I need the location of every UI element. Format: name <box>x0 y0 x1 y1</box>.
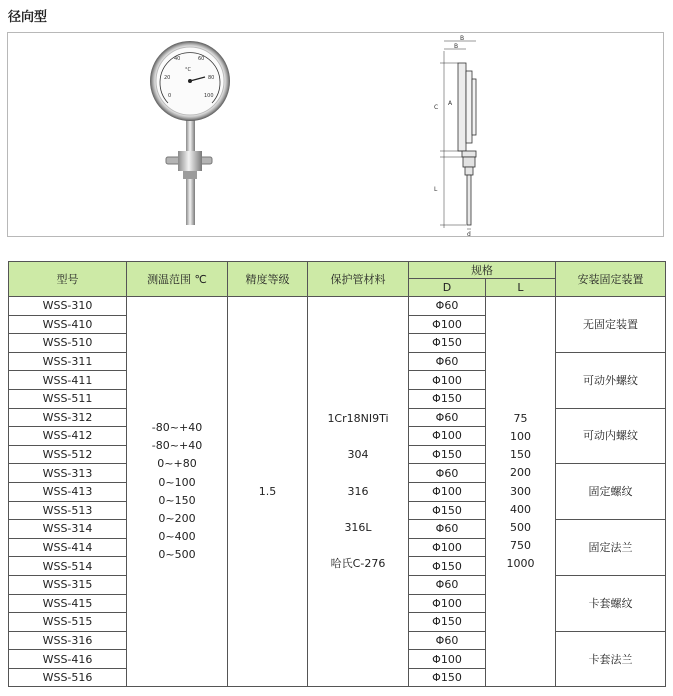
table-row <box>9 297 666 316</box>
range-value: 0~100 <box>158 475 196 489</box>
diameter-cell: Φ150 <box>409 557 486 576</box>
page-title: 径向型 <box>8 10 48 25</box>
gauge-scale-label: 60 <box>198 56 205 62</box>
gauge-unit-label: °C <box>185 67 191 73</box>
diameter-cell: Φ100 <box>409 482 486 501</box>
drawing-thread <box>465 167 473 175</box>
diameter-cell: Φ60 <box>409 408 486 427</box>
range-value: 0~500 <box>158 548 196 562</box>
product-figure <box>7 32 664 237</box>
model-cell: WSS-316 <box>9 631 127 650</box>
diameter-cell: Φ60 <box>409 464 486 483</box>
drawing-bezel <box>466 71 472 143</box>
drawing-case <box>458 63 466 151</box>
length-value: 150 <box>510 448 531 462</box>
mount-cell: 无固定装置 <box>556 297 666 353</box>
length-value: 1000 <box>506 557 535 571</box>
mount-cell: 固定螺纹 <box>556 464 666 520</box>
model-cell: WSS-512 <box>9 445 127 464</box>
length-value: 500 <box>510 521 531 535</box>
length-value: 300 <box>510 484 531 498</box>
range-cell <box>127 297 228 687</box>
header-range: 测温范围 ℃ <box>127 262 228 297</box>
length-cell <box>486 297 556 687</box>
range-value: 0~400 <box>158 530 196 544</box>
range-value: -80~+40 <box>151 420 203 434</box>
header-accuracy: 精度等级 <box>228 262 308 297</box>
diameter-cell: Φ100 <box>409 538 486 557</box>
range-value: 0~+80 <box>157 457 197 471</box>
dim-label-d: d <box>467 231 471 238</box>
diameter-cell: Φ100 <box>409 650 486 669</box>
flange-body <box>178 151 202 171</box>
mount-cell: 可动外螺纹 <box>556 352 666 408</box>
diameter-cell: Φ100 <box>409 594 486 613</box>
header-spec-l: L <box>486 279 556 297</box>
model-cell: WSS-415 <box>9 594 127 613</box>
thermometer-illustration <box>8 33 665 238</box>
material-value: 304 <box>347 448 369 462</box>
diameter-cell: Φ60 <box>409 352 486 371</box>
model-cell: WSS-511 <box>9 389 127 408</box>
material-value: 316 <box>347 484 369 498</box>
length-value: 100 <box>510 430 531 444</box>
length-value: 200 <box>510 466 531 480</box>
accuracy-cell: 1.5 <box>228 297 308 687</box>
range-value: 0~150 <box>158 493 196 507</box>
model-cell: WSS-412 <box>9 427 127 446</box>
diameter-cell: Φ150 <box>409 613 486 632</box>
model-cell: WSS-313 <box>9 464 127 483</box>
material-value: 哈氏C-276 <box>330 557 386 571</box>
diameter-cell: Φ60 <box>409 575 486 594</box>
gauge-photo <box>150 41 230 225</box>
header-material: 保护管材料 <box>308 262 409 297</box>
range-value: -80~+40 <box>151 439 203 453</box>
model-cell: WSS-311 <box>9 352 127 371</box>
gauge-scale-label: 80 <box>208 75 215 81</box>
drawing-stem <box>467 175 471 225</box>
gauge-scale-label: 0 <box>168 93 172 99</box>
flange-nut <box>183 171 197 179</box>
model-cell: WSS-515 <box>9 613 127 632</box>
model-cell: WSS-310 <box>9 297 127 316</box>
length-value: 750 <box>510 539 531 553</box>
model-cell: WSS-514 <box>9 557 127 576</box>
gauge-scale-label: 100 <box>204 93 214 99</box>
model-cell: WSS-410 <box>9 315 127 334</box>
diameter-cell: Φ150 <box>409 389 486 408</box>
dimension-drawing <box>440 41 476 229</box>
model-cell: WSS-516 <box>9 668 127 687</box>
model-cell: WSS-510 <box>9 334 127 353</box>
diameter-cell: Φ150 <box>409 334 486 353</box>
model-cell: WSS-315 <box>9 575 127 594</box>
model-cell: WSS-416 <box>9 650 127 669</box>
diameter-cell: Φ150 <box>409 445 486 464</box>
dim-label-b-inner: B <box>454 43 459 50</box>
diameter-cell: Φ60 <box>409 631 486 650</box>
model-cell: WSS-312 <box>9 408 127 427</box>
dim-label-l: L <box>434 186 438 193</box>
material-cell <box>308 297 409 687</box>
mount-cell: 卡套螺纹 <box>556 575 666 631</box>
diameter-cell: Φ60 <box>409 297 486 316</box>
header-model: 型号 <box>9 262 127 297</box>
gauge-scale-label: 40 <box>174 56 181 62</box>
mount-cell: 固定法兰 <box>556 520 666 576</box>
diameter-cell: Φ150 <box>409 668 486 687</box>
material-value: 316L <box>344 520 372 534</box>
diameter-cell: Φ100 <box>409 371 486 390</box>
mount-cell: 可动内螺纹 <box>556 408 666 464</box>
header-mount: 安装固定装置 <box>556 262 666 297</box>
diameter-cell: Φ100 <box>409 315 486 334</box>
gauge-scale-label: 20 <box>164 75 171 81</box>
model-cell: WSS-414 <box>9 538 127 557</box>
model-cell: WSS-314 <box>9 520 127 539</box>
diameter-cell: Φ150 <box>409 501 486 520</box>
dim-label-c: C <box>434 104 439 111</box>
spec-table <box>8 261 666 687</box>
range-value: 0~200 <box>158 511 196 525</box>
drawing-neck <box>462 151 476 157</box>
model-cell: WSS-413 <box>9 482 127 501</box>
header-spec-d: D <box>409 279 486 297</box>
model-cell: WSS-513 <box>9 501 127 520</box>
material-value: 1Cr18NI9Ti <box>327 411 389 425</box>
model-cell: WSS-411 <box>9 371 127 390</box>
dim-label-a: A <box>448 100 453 107</box>
spec-table-body <box>9 297 666 687</box>
mount-cell: 卡套法兰 <box>556 631 666 687</box>
length-value: 400 <box>510 502 531 516</box>
diameter-cell: Φ100 <box>409 427 486 446</box>
header-spec: 规格 <box>409 262 556 279</box>
diameter-cell: Φ60 <box>409 520 486 539</box>
length-value: 75 <box>513 411 528 425</box>
dim-label-b-outer: B <box>460 35 465 42</box>
